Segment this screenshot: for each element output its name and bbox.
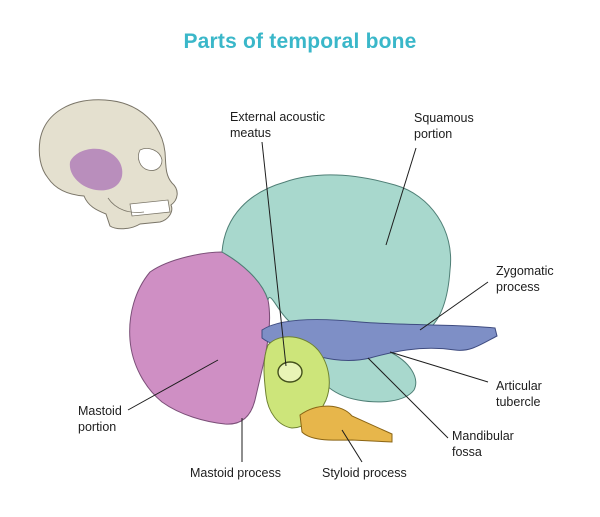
mastoid-portion-region bbox=[130, 252, 270, 424]
label-mastoid-portion: Mastoid portion bbox=[78, 404, 122, 434]
label-styloid-process: Styloid process bbox=[322, 466, 407, 480]
external-acoustic-meatus-opening bbox=[278, 362, 302, 382]
label-articular-tubercle: Articular tubercle bbox=[496, 379, 542, 409]
label-squamous-portion: Squamous portion bbox=[414, 111, 474, 141]
skull-thumbnail bbox=[39, 100, 177, 229]
label-mandibular-fossa: Mandibular fossa bbox=[452, 429, 514, 459]
label-external-acoustic-meatus: External acoustic meatus bbox=[230, 110, 326, 140]
label-zygomatic-process: Zygomatic process bbox=[496, 264, 554, 294]
label-mastoid-process: Mastoid process bbox=[190, 466, 282, 480]
diagram-title: Parts of temporal bone bbox=[183, 30, 417, 53]
